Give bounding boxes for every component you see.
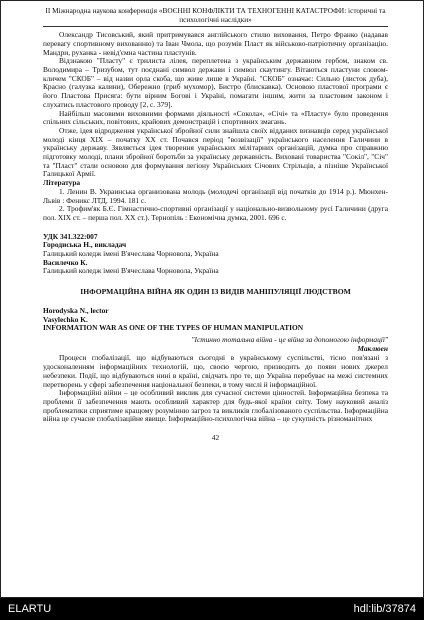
paragraph: Отже, ідея відродження української збройної сили знайшла своїх відданих визнавців серед української молоді кінця ХІХ – початку ХХ ст. Почався період "возвізації" українського населення Галичини в українську державу. Зявляється ідея творення українських мілітарних організацій, думка про справжню підготовку молоді, плани збройної боротьби за українську державність. Виховані товариства "Сокіл", "Січ" та "Пласт" стали основою для формування легіону Українських Січових Стрільців, а пізніше Української Галицької Армії. bbox=[43, 125, 388, 179]
repository-label: ELARTU bbox=[8, 603, 52, 615]
epigraph-author: Маклюен bbox=[357, 343, 388, 353]
paragraph: Інформаційні війни – це особливий виклик для сучасної системи цінностей. Інформаційна безпека та проблеми її забезпечення мають особливий характер для будь-якої країни світу. Тому науковий аналіз проблематики сприятиме кращому розумінню загроз та викликів глобалізованого суспільства. Інформаційна війна це сучасне глобалізаційне явище. Інформаційно-психологічна війна – це сукупність різноманітних bbox=[43, 388, 388, 424]
reference-item: 2. Трофим'як Б.Є. Гімнастично-спортивні організації у національно-визвольному русі Галичини (друга пол. ХІХ ст. – перша пол. ХХ ст.). Тернопіль : Економічна думка, 2001. 696 с. bbox=[43, 204, 388, 222]
article-title-ua: ІНФОРМАЦІЙНА ВІЙНА ЯК ОДИН ІЗ ВИДІВ МАНІПУЛЯЦІЇ ЛЮДСТВОМ bbox=[80, 287, 351, 297]
udc-code: УДК 341.322:007 bbox=[43, 231, 98, 241]
paragraph: Олександр Тисовський, який притримувався англійського стилю виховання, Петро Франко (надавав перевагу спортивному вихованню) та Іван Чмола, що розумів Пласт як військово-патріотичну організацію. Мандри, руханка - невід'ємна частина пластунів. bbox=[43, 30, 388, 57]
epigraph: "Істинно тотальна війна - це війна за допомогою інформації" bbox=[191, 334, 388, 344]
references-heading: Література bbox=[43, 178, 81, 188]
reference-item: 1. Ленин В. Украинська организована молодь (молодечі організації від початків до 1914 р.). Мюнхен-Львів : Феникс ЛТД, 1994. 181 с. bbox=[43, 186, 388, 205]
document-page bbox=[43, 7, 388, 443]
author-name-en: Vasylechko K. bbox=[43, 314, 88, 324]
paragraph: Процеси глобалізації, що відбуваються сьогодні в українському суспільстві, тісно пов'язані з удосконаленням інформаційних технологій, що, своєю чергою, призводить до появи нових джерел небезпеки. Події, що відбуваються нині в країні, свідчать про те, що Україна перебуває на межі системних перетворень у сфері забезпечення національної безпеки, в тому числі й інформаційної. bbox=[43, 353, 388, 389]
author-affiliation: Галицький коледж імені В'ячеслава Чорновола, Україна bbox=[43, 266, 219, 276]
author-name: Городиська Н., викладач bbox=[43, 240, 127, 250]
footer-bar bbox=[0, 598, 424, 620]
author-affiliation: Галицький коледж імені В'ячеслава Чорновола, Україна bbox=[43, 249, 219, 259]
author-name: Василечко К. bbox=[43, 257, 88, 267]
paragraph: Найбільш масовими виховними формами діяльності «Сокола», «Січі» та «Пласту» було проведення спільних сільських, повітових, крайових демонстрацій і спортивних змагань. bbox=[43, 108, 388, 127]
article-title-en: INFORMATION WAR AS ONE OF THE TYPES OF HUMAN MANIPULATION bbox=[43, 323, 304, 333]
paragraph: Відзнакою "Пласту" є трилиста лілея, переплетена з українським державним гербом, знаком св. Володимира – Тризубом, тут поєднані символ держави і символ скаутингу. Вітаються пластуни словом-кличем "СКОБ" – від назви орла скоба, що живе лише в Україні. "СКОБ" означає: Сильно (листок дуба), Красно (галузка калини), Обережно (гриб мухомор), Бистро (блискавка). Основою пластової програми є його Пластова Присяга: бути вірним Богові і Україні, помагати іншим, жити за пластовим законом і слухатись пластового проводу [2, с. 379]. bbox=[43, 56, 388, 109]
handle-label: hdl:lib/37874 bbox=[353, 603, 416, 615]
running-header: II Міжнародна наукова конференція «ВОЄННІ КОНФЛІКТИ ТА ТЕХНОГЕННІ КАТАСТРОФИ: історичні та психологічні наслідки» bbox=[43, 7, 388, 27]
author-name-en: Horodyska N., lector bbox=[43, 305, 109, 315]
page-number: 42 bbox=[211, 433, 220, 443]
